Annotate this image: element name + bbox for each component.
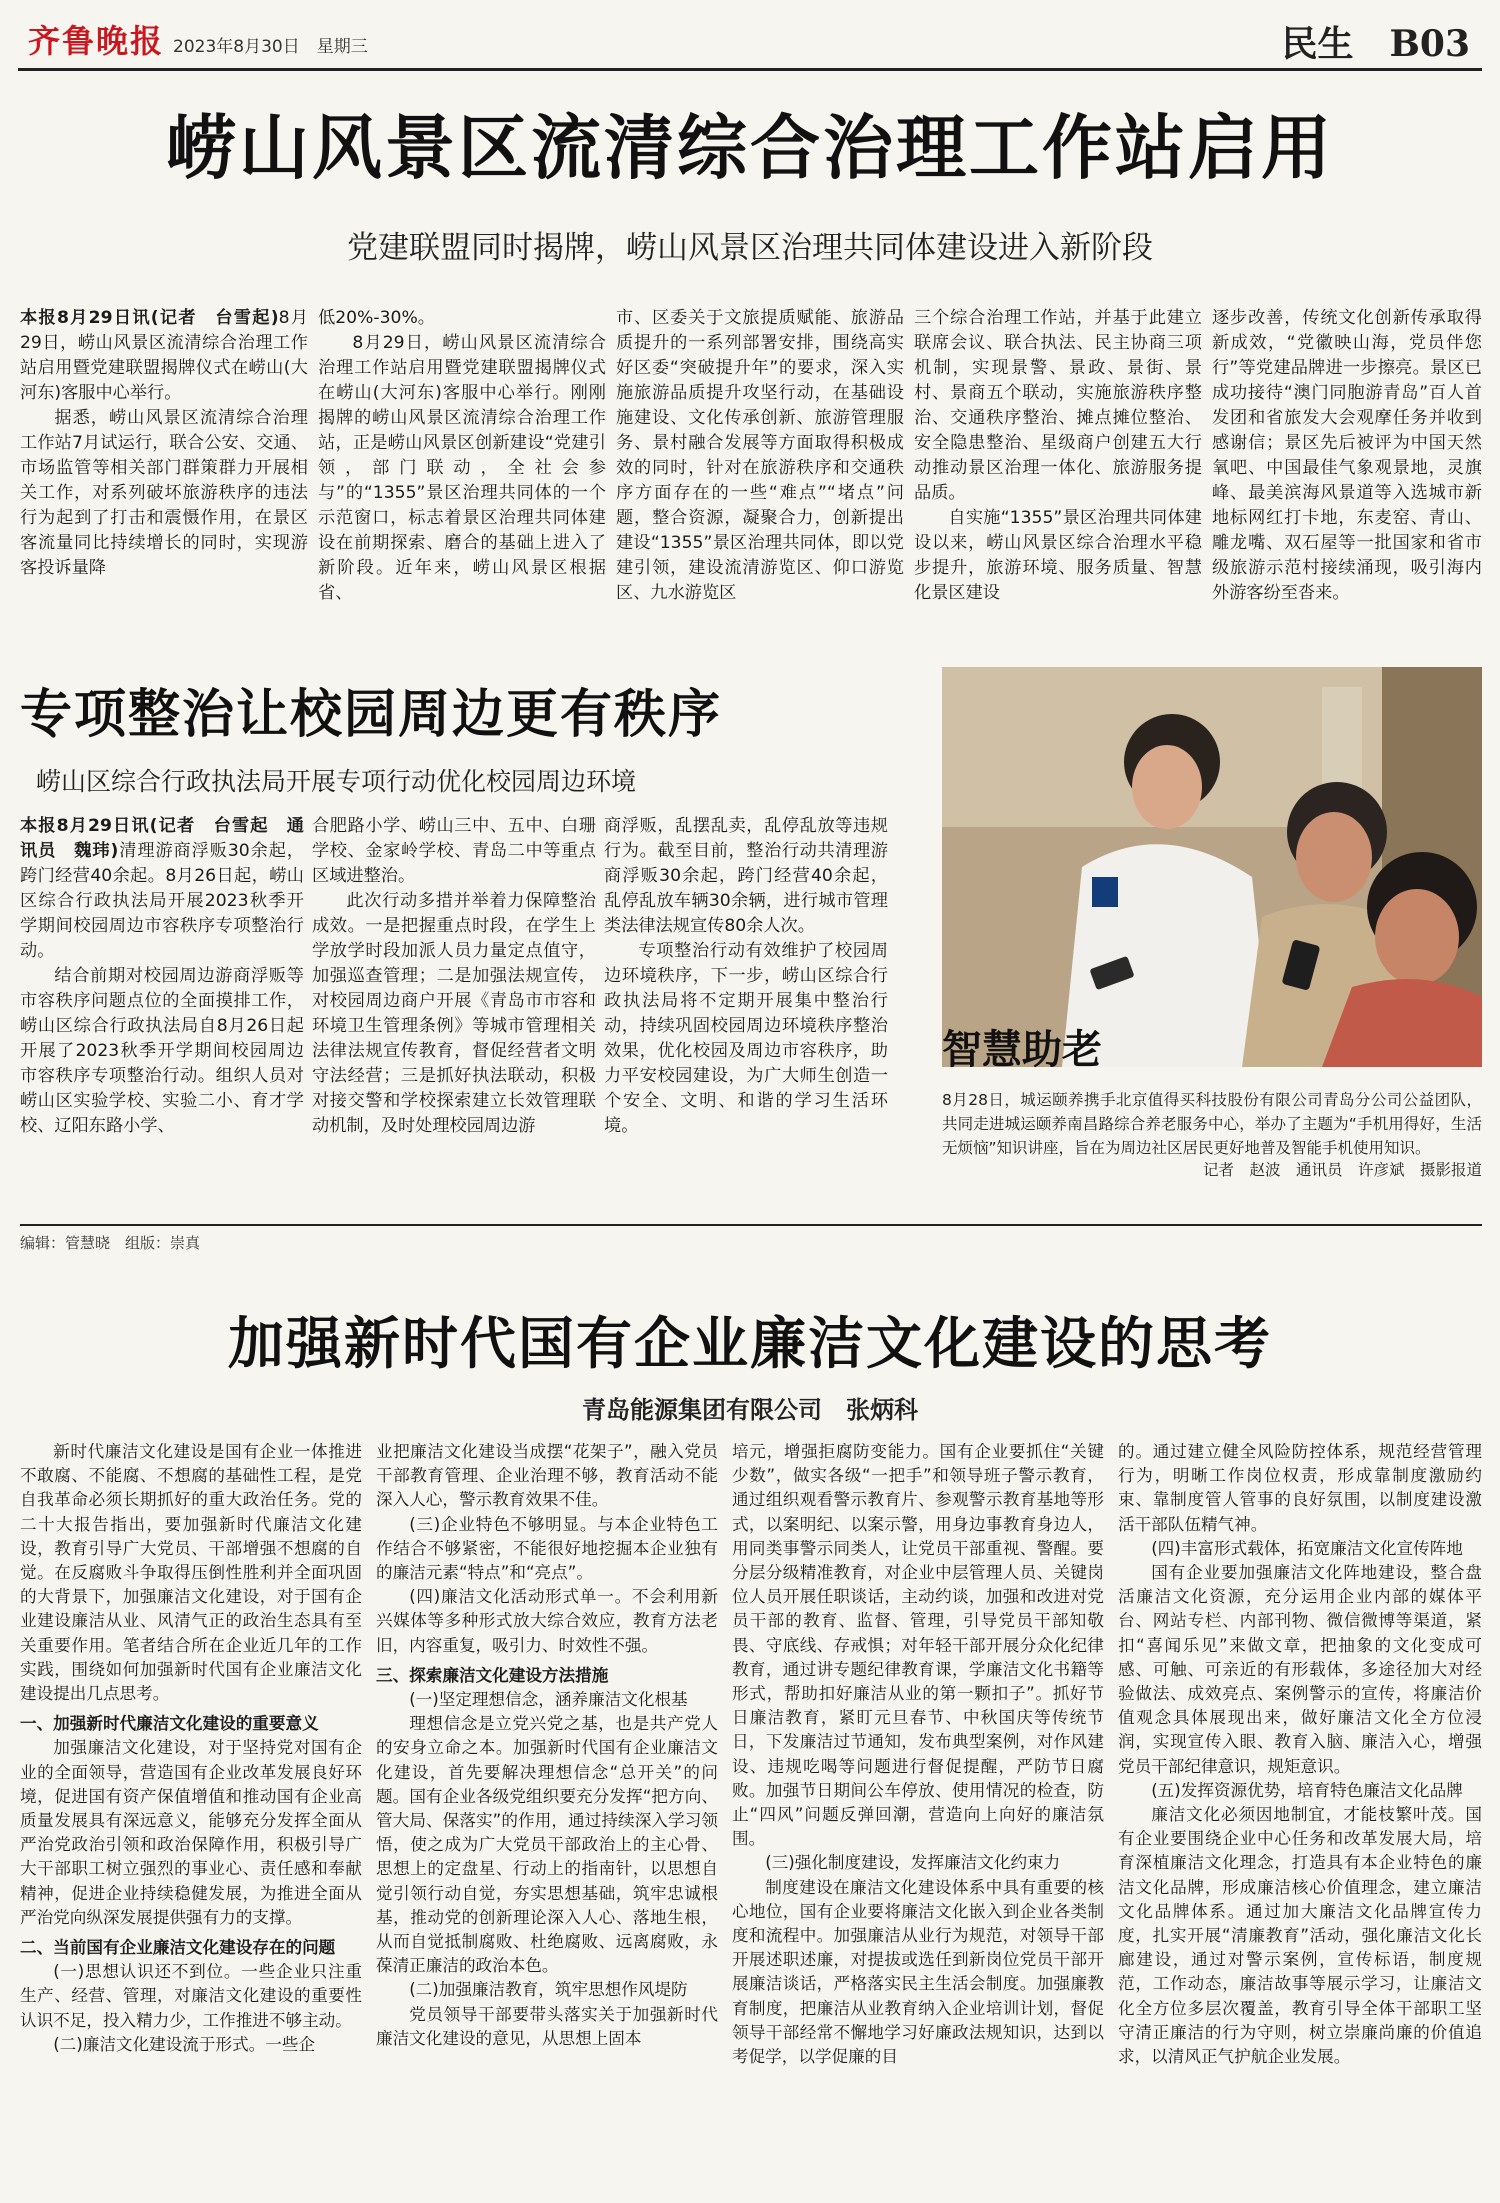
article1-headline: 崂山风景区流清综合治理工作站启用 [166, 106, 1334, 189]
article1-dateline: 本报8月29日讯(记者 台雪起) [20, 308, 279, 328]
article1-subhead: 党建联盟同时揭牌，崂山风景区治理共同体建设进入新阶段 [347, 230, 1153, 266]
article2-headline: 专项整治让校园周边更有秩序 [20, 684, 723, 745]
article1-col1: 本报8月29日讯(记者 台雪起)8月29日，崂山风景区流清综合治理工作站启用暨党建联盟揭牌仪式在崂山(大河东)客服中心举行。 据悉，崂山风景区流清综合治理工作站7月试运行，联合公安、交通、市场监管等相关部门群策群力开展相关工作，对系列破坏旅游秩序的违法行为起到了打击和震慑作用，在景区客流量同比持续增长的同时，实现游客投诉量降 [20, 308, 308, 578]
article1-col5: 逐步改善，传统文化创新传承取得新成效，“党徽映山海，党员伴您行”等党建品牌进一步擦亮。景区已成功接待“澳门同胞游青岛”百人首发团和省旅发大会观摩任务并收到感谢信；景区先后被评为中国天然氧吧、中国最佳气象观景地，灵旗峰、最美滨海风景道等入选城市新地标网红打卡地，东麦窑、青山、雕龙嘴、双石屋等一批国家和省市级旅游示范村接续涌现，吸引海内外游客纷至沓来。 [1212, 308, 1482, 603]
photo-illustration [942, 667, 1482, 1067]
article3-section-heading: 一、加强新时代廉洁文化建设的重要意义 [20, 1714, 319, 1734]
article1-col4: 三个综合治理工作站，并基于此建立联席会议、联合执法、民主协商三项机制，实现景警、景政、景街、景村、景商五个联动，实施旅游秩序整治、交通秩序整治、摊点摊位整治、安全隐患整治、星级商户创建五大行动推动景区治理一体化、旅游服务提品质。 自实施“1355”景区治理共同体建设以来，崂山风景区综合治理水平稳步提升，旅游环境、服务质量、智慧化景区建设 [914, 308, 1202, 603]
section-label: 民生 B03 [1281, 23, 1470, 65]
article3-section-heading: 三、探索廉洁文化建设方法措施 [376, 1665, 609, 1685]
photo-caption: 8月28日，城运颐养携手北京值得买科技股份有限公司青岛分公司公益团队，共同走进城运颐养南昌路综合养老服务中心，举办了主题为“手机用得好，生活无烦恼”知识讲座，旨在为周边社区居民更好地普及智能手机使用知识。 [942, 1091, 1482, 1157]
masthead [18, 12, 1482, 71]
article3-col4: 的。通过建立健全风险防控体系，规范经营管理行为，明晰工作岗位权责，形成靠制度激励约束、靠制度管人管事的良好氛围，以制度建设激活干部队伍精气神。 (四)丰富形式载体，拓宽廉洁文化宣传阵地 国有企业要加强廉洁文化阵地建设，整合盘活廉洁文化资源，充分运用企业内部的媒体平台、网站专栏、内部刊物、微信微博等渠道，紧扣“喜闻乐见”来做文章，把抽象的文化变成可感、可触、可亲近的有形载体，多途径加大对经验做法、成效亮点、案例警示的宣传，将廉洁价值观念具体展现出来，做好廉洁文化全方位浸润，实现宣传入眼、教育入脑、廉洁入心，增强党员干部纪律意识，规矩意识。 (五)发挥资源优势，培育特色廉洁文化品牌 廉洁文化必须因地制宜，才能枝繁叶茂。国有企业要围绕企业中心任务和改革发展大局，培育深植廉洁文化理念，打造具有本企业特色的廉洁文化品牌，形成廉洁核心价值理念，建立廉洁文化品牌体系。通过加大廉洁文化品牌宣传力度，扎实开展“清廉教育”活动，强化廉洁文化长廊建设，通过对警示案例，宣传标语，制度规范，工作动态，廉洁故事等展示学习，让廉洁文化全方位多层次覆盖，教育引导全体干部职工坚守清正廉洁的行为守则，树立崇廉尚廉的价值追求，以清风正气护航企业发展。 [1118, 1442, 1482, 2067]
photo-credit: 记者 赵波 通讯员 许彦斌 摄影报道 [1202, 1161, 1482, 1179]
photo-title: 智慧助老 [942, 1026, 1102, 1073]
article3-section-heading: 二、当前国有企业廉洁文化建设存在的问题 [20, 1938, 336, 1958]
article3-col1: 新时代廉洁文化建设是国有企业一体推进不敢腐、不能腐、不想腐的基础性工程，是党自我革命必须长期抓好的重大政治任务。党的二十大报告指出，要加强新时代廉洁文化建设，教育引导广大党员、干部增强不想腐的自觉。在反腐败斗争取得压倒性胜利并全面巩固的大背景下，加强廉洁文化建设，对于国有企业建设廉洁从业、风清气正的政治生态具有至关重要作用。笔者结合所在企业近几年的工作实践，围绕如何加强新时代国有企业廉洁文化建设提出几点思考。 一、加强新时代廉洁文化建设的重要意义 加强廉洁文化建设，对于坚持党对国有企业的全面领导，营造国有企业改革发展良好环境，促进国有资产保值增值和推动国有企业高质量发展具有深远意义，能够充分发挥全面从严治党政治引领和政治保障作用，积极引导广大干部职工树立强烈的事业心、责任感和奉献精神，促进企业持续稳健发展，为推进全面从严治党向纵深发展提供强有力的支撑。 二、当前国有企业廉洁文化建设存在的问题 (一)思想认识还不到位。一些企业只注重生产、经营、管理，对廉洁文化建设的重要性认识不足，投入精力少，工作推进不够主动。 (二)廉洁文化建设流于形式。一些企 [20, 1442, 362, 2054]
article3-headline: 加强新时代国有企业廉洁文化建设的思考 [228, 1311, 1272, 1377]
article3-col2: 业把廉洁文化建设当成摆“花架子”，融入党员干部教育管理、企业治理不够，教育活动不能深入人心，警示教育效果不佳。 (三)企业特色不够明显。与本企业特色工作结合不够紧密，不能很好地挖掘本企业独有的廉洁元素“特点”和“亮点”。 (四)廉洁文化活动形式单一。不会利用新兴媒体等多种形式放大综合效应，教育方法老旧，内容重复，吸引力、时效性不强。 三、探索廉洁文化建设方法措施 (一)坚定理想信念，涵养廉洁文化根基 理想信念是立党兴党之基，也是共产党人的安身立命之本。加强新时代国有企业廉洁文化建设，首先要解决理想信念“总开关”的问题。国有企业各级党组织要充分发挥“把方向、管大局、保落实”的作用，通过持续深入学习领悟，使之成为广大党员干部政治上的主心骨、思想上的定盘星、行动上的指南针，以思想自觉引领行动自觉，夯实思想基础，筑牢忠诚根基，推动党的创新理论深入人心、落地生根，从而自觉抵制腐败、杜绝腐败、远离腐败，永葆清正廉洁的政治本色。 (二)加强廉洁教育，筑牢思想作风堤防 党员领导干部要带头落实关于加强新时代廉洁文化建设的意见，从思想上固本 [376, 1442, 718, 2048]
article1-col3: 市、区委关于文旅提质赋能、旅游品质提升的一系列部署安排，围绕高实好区委“突破提升年”的要求，深入实施旅游品质提升攻坚行动，在基础设施建设、文化传承创新、旅游管理服务、景村融合发展等方面取得积极成效的同时，针对在旅游秩序和交通秩序方面存在的一些“难点”“堵点”问题，整合资源，凝聚合力，创新提出建设“1355”景区治理共同体，即以党建引领，建设流清游览区、仰口游览区、九水游览区 [616, 308, 904, 603]
article1-col2: 低20%-30%。 8月29日，崂山风景区流清综合治理工作站启用暨党建联盟揭牌仪式在崂山(大河东)客服中心举行。刚刚揭牌的崂山风景区流清综合治理工作站，正是崂山风景区创新建设“党建引领，部门联动，全社会参与”的“1355”景区治理共同体的一个示范窗口，标志着景区治理共同体建设在前期探索、磨合的基础上进入了新阶段。近年来，崂山风景区根据省、 [318, 308, 606, 603]
article2-col3: 商浮贩，乱摆乱卖，乱停乱放等违规行为。截至目前，整治行动共清理游商浮贩30余起，跨门经营40余起，乱停乱放车辆30余辆，进行城市管理类法律法规宣传80余人次。 专项整治行动有效维护了校园周边环境秩序，下一步，崂山区综合行政执法局将不定期开展集中整治行动，持续巩固校园周边环境秩序整治效果，优化校园及周边市容秩序，助力平安校园建设，为广大师生创造一个安全、文明、和谐的学习生活环境。 [604, 816, 888, 1136]
issue-date: 2023年8月30日 星期三 [173, 37, 368, 57]
article3-col3: 培元，增强拒腐防变能力。国有企业要抓住“关键少数”，做实各级“一把手”和领导班子警示教育，通过组织观看警示教育片、参观警示教育基地等形式，以案明纪、以案示警，用身边事教育身边人，用同类事警示同类人，让党员干部重视、警醒。要分层分级精准教育，对企业中层管理人员、关键岗位人员开展任职谈话，主动约谈，加强和改进对党员干部的教育、监督、管理，引导党员干部知敬畏、守底线、存戒惧；对年轻干部开展分众化纪律教育，通过讲专题纪律教育课，学廉洁文化书籍等形式，帮助扣好廉洁从业的第一颗扣子”。抓好节日廉洁教育，紧盯元旦春节、中秋国庆等传统节日，下发廉洁过节通知，发布典型案例，对作风建设、违规吃喝等问题进行督促提醒，严防节日腐败。加强节日期间公车停放、使用情况的检查，防止“四风”问题反弹回潮，营造向上向好的廉洁氛围。 (三)强化制度建设，发挥廉洁文化约束力 制度建设在廉洁文化建设体系中具有重要的核心地位，国有企业要将廉洁文化嵌入到企业各类制度和流程中。加强廉洁从业行为规范，对领导干部开展述职述廉，对提拔或选任到新岗位党员干部开展廉洁谈话，严格落实民主生活会制度。加强廉教育制度，把廉洁从业教育纳入企业培训计划，督促领导干部经常不懈地学习好廉政法规知识，达到以考促学，以学促廉的目 [732, 1442, 1104, 2067]
newspaper-logo: 齐鲁晚报 [28, 22, 165, 60]
editor-credit: 编辑：管慧晓 组版：崇真 [20, 1234, 201, 1252]
article2-col2: 合肥路小学、崂山三中、五中、白珊学校、金家岭学校、青岛二中等重点区域进整治。 此次行动多措并举着力保障整治成效。一是把握重点时段，在学生上学放学时段加派人员力量定点值守，加强巡查管理；二是加强法规宣传，对校园周边商户开展《青岛市市容和环境卫生管理条例》等城市管理相关法律法规宣传教育，督促经营者文明守法经营；三是抓好执法联动，积极对接交警和学校探索建立长效管理联动机制，及时处理校园周边游 [312, 816, 596, 1136]
article2-dateline: 本报8月29日讯(记者 台雪起 通讯员 魏玮) [20, 816, 304, 861]
article3-byline: 青岛能源集团有限公司 张炳科 [582, 1396, 918, 1424]
photo-smart-elderly-care [942, 667, 1482, 1067]
section-divider [20, 1224, 1482, 1226]
article2-col1: 本报8月29日讯(记者 台雪起 通讯员 魏玮)清理游商浮贩30余起，跨门经营40余起。8月26日起，崂山区综合行政执法局开展2023秋季开学期间校园周边市容秩序专项整治行动。 结合前期对校园周边游商浮贩等市容秩序问题点位的全面摸排工作，崂山区综合行政执法局自8月26日起开展了2023秋季开学期间校园周边市容秩序专项整治行动。组织人员对崂山区实验学校、实验二小、育才学校、辽阳东路小学、 [20, 816, 304, 1136]
article2-subhead: 崂山区综合行政执法局开展专项行动优化校园周边环境 [36, 767, 637, 796]
